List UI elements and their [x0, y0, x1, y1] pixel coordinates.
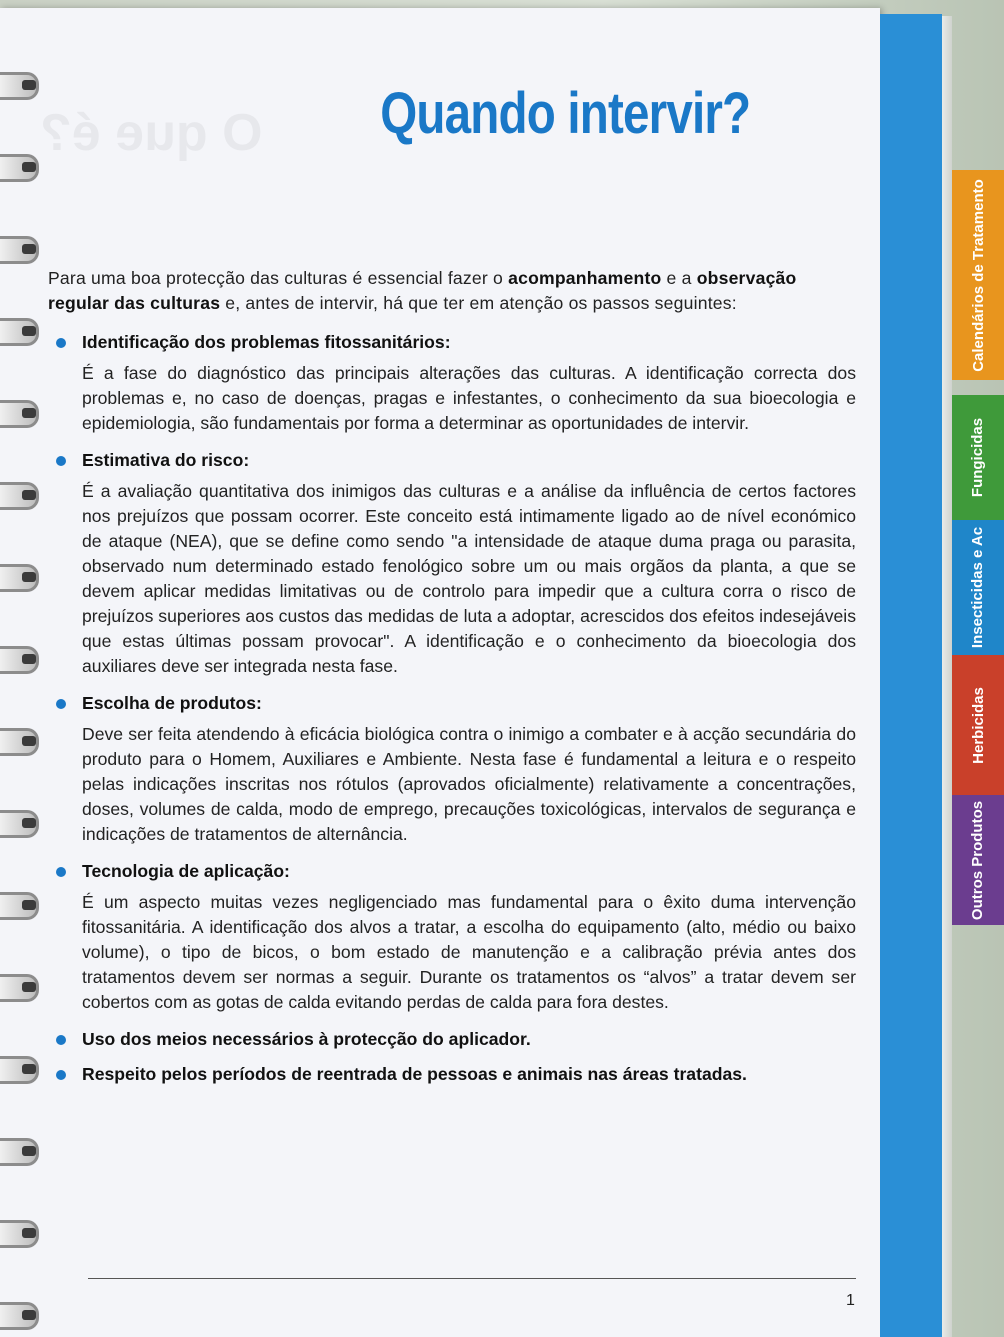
item-text: Uso dos meios necessários à protecção do aplicador. — [82, 1029, 531, 1049]
tab-label: Calendários de Tratamento — [969, 178, 987, 372]
list-item — [48, 691, 856, 847]
tab-label: Insecticidas e Ac — [969, 526, 987, 649]
intro-bold-1: acompanhamento — [508, 268, 662, 288]
tab-fungicidas[interactable] — [952, 395, 1004, 520]
item-text: Respeito pelos períodos de reentrada de pessoas e animais nas áreas tratadas. — [82, 1064, 747, 1084]
binding-hole — [22, 326, 36, 336]
binding-hole — [22, 408, 36, 418]
page-stack-edge — [942, 16, 952, 1337]
binding-hole — [22, 1228, 36, 1238]
tab-label: Outros Produtos — [969, 800, 987, 920]
item-text: É a fase do diagnóstico das principais alterações das culturas. A identificação correcta dos problemas e, no caso de doenças, pragas e infestantes, o conhecimento da sua bioecologia e epidemiologia, são fundamentais por forma a determinar as oportunidades de intervir. — [82, 363, 856, 433]
binding-hole — [22, 736, 36, 746]
list-item — [48, 1062, 856, 1087]
binding-hole — [22, 1064, 36, 1074]
binding-hole — [22, 80, 36, 90]
item-heading: Identificação dos problemas fitossanitários: — [82, 332, 451, 352]
list-item — [48, 330, 856, 436]
item-heading: Estimativa do risco: — [82, 450, 250, 470]
document-page — [0, 8, 880, 1337]
tab-calendarios[interactable] — [952, 170, 1004, 380]
item-text: Deve ser feita atendendo à eficácia biológica contra o inimigo a combater e à acção secundária do produto para o Homem, Auxiliares e Ambiente. Nesta fase é fundamental a leitura e o respeito pelas indicações inscritas nos rótulos (aprovados oficialmente) relativamente a concentrações, doses, volumes de calda, modo de emprego, precauções toxicológicas, intervalos de segurança e indicações de tratamentos de alternância. — [82, 724, 856, 844]
item-heading: Tecnologia de aplicação: — [82, 861, 290, 881]
page-content — [48, 266, 856, 1097]
list-item — [48, 448, 856, 679]
binding-hole — [22, 162, 36, 172]
binding-hole — [22, 1146, 36, 1156]
binding-hole — [22, 244, 36, 254]
intro-paragraph — [48, 266, 856, 316]
item-text: É a avaliação quantitativa dos inimigos das culturas e a análise da influência de certos factores nos prejuízos que possam ocorrer. Este conceito está intimamente ligado ao de nível económico de ataque (NEA), que se define como sendo "a intensidade de ataque duma praga ou parasita, observado num determinado estado fenológico sobre um ou mais orgãos da planta, a que se devem aplicar medidas limitativas ou de controlo para impedir que a cultura corra o risco de prejuízos superiores aos custos das medidas de luta a adoptar, acrescidos dos efeitos indesejáveis que estas últimas possam provocar". A identificação e o conhecimento da bioecologia dos auxiliares deve ser integrada nesta fase. — [82, 481, 856, 676]
bleed-through-text: O que é? — [40, 104, 263, 162]
binding-hole — [22, 900, 36, 910]
binding-hole — [22, 490, 36, 500]
tab-label: Fungicidas — [969, 417, 987, 498]
tab-herbicidas[interactable] — [952, 655, 1004, 795]
list-item — [48, 859, 856, 1015]
list-item — [48, 1027, 856, 1052]
item-heading: Escolha de produtos: — [82, 693, 262, 713]
binding-hole — [22, 654, 36, 664]
intro-text-2: e a — [661, 268, 697, 288]
intro-text-1: Para uma boa protecção das culturas é essencial fazer o — [48, 268, 509, 288]
page-title: Quando intervir? — [379, 81, 750, 146]
tab-insecticidas[interactable] — [952, 520, 1004, 655]
chapter-color-strip — [880, 14, 942, 1337]
binding-hole — [22, 572, 36, 582]
binding-hole — [22, 982, 36, 992]
page-number: 1 — [846, 1292, 855, 1309]
spiral-binding — [0, 0, 80, 1337]
intro-bold-2: observação regular das culturas — [48, 268, 797, 313]
intro-text-3: e, antes de intervir, há que ter em atenção os passos seguintes: — [220, 293, 737, 313]
binding-hole — [22, 818, 36, 828]
item-text: É um aspecto muitas vezes negligenciado mas fundamental para o êxito duma intervenção fitossanitária. A identificação dos alvos a tratar, a escolha do equipamento (alto, médio ou baixo volume), o tipo de bicos, o bom estado de manutenção e a calibração prévia antes dos tratamentos devem ser normas a seguir. Durante os tratamentos os “alvos” a tratar devem ser cobertos com as gotas de calda evitando perdas de calda para fora destes. — [82, 892, 856, 1012]
footer-divider — [88, 1278, 856, 1279]
tab-outros-produtos[interactable] — [952, 795, 1004, 925]
binding-hole — [22, 1310, 36, 1320]
tab-label: Herbicidas — [969, 686, 987, 764]
